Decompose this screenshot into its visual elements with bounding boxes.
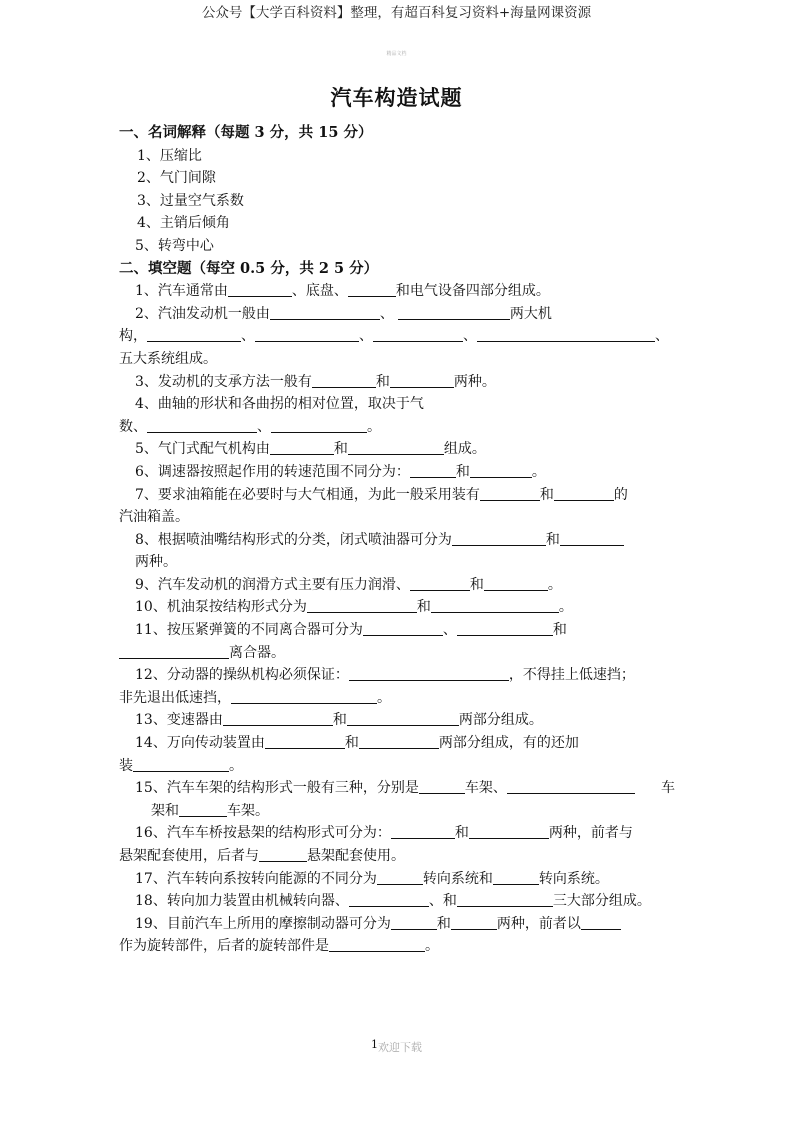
answer-blank[interactable] bbox=[349, 891, 429, 907]
answer-blank[interactable] bbox=[223, 710, 333, 726]
answer-blank[interactable] bbox=[133, 756, 229, 772]
answer-blank[interactable] bbox=[228, 281, 292, 297]
q18-text-a: 18、转向加力装置由机械转向器、 bbox=[135, 893, 349, 910]
term-item-2: 2、气门间隙 bbox=[137, 170, 216, 187]
answer-blank[interactable] bbox=[359, 733, 439, 749]
answer-blank[interactable] bbox=[480, 485, 540, 501]
q2-text-c: 两大机 bbox=[509, 305, 552, 322]
q19-text-a: 19、目前汽车上所用的摩擦制动器可分为 bbox=[135, 915, 391, 932]
q2-sep-1: 、 bbox=[241, 328, 255, 345]
page-title: 汽车构造试题 bbox=[330, 85, 463, 110]
answer-blank[interactable] bbox=[470, 462, 532, 478]
q2-text-b: 、 bbox=[379, 305, 394, 322]
answer-blank[interactable] bbox=[560, 530, 624, 546]
section-2-heading: 二、填空题（每空 0.5 分，共 2 5 分） bbox=[119, 259, 379, 277]
top-banner: 公众号【大学百科资料】整理，有超百科复习资料+海量网课资源 bbox=[201, 5, 592, 21]
section-1-heading: 一、名词解释（每题 3 分，共 15 分） bbox=[119, 124, 373, 141]
q2-sep-3: 、 bbox=[463, 328, 477, 345]
q10-text-c: 。 bbox=[558, 599, 573, 616]
answer-blank[interactable] bbox=[255, 326, 359, 342]
q16-text-b: 和 bbox=[454, 825, 469, 842]
question-6 bbox=[119, 461, 675, 484]
q15-text-d: 架和 bbox=[151, 802, 179, 819]
q12-text-d: 。 bbox=[377, 689, 391, 706]
question-2-end: 五大系统组成。 bbox=[119, 350, 217, 367]
q11-text-d: 离合器。 bbox=[229, 644, 285, 661]
q10-text-a: 10、机油泵按结构形式分为 bbox=[135, 599, 307, 616]
answer-blank[interactable] bbox=[329, 936, 425, 952]
question-2-cont bbox=[119, 325, 675, 348]
answer-blank[interactable] bbox=[270, 304, 380, 320]
q4-text-d: 。 bbox=[367, 418, 381, 435]
term-item-5: 5、转弯中心 bbox=[135, 237, 214, 254]
question-2 bbox=[119, 303, 675, 326]
q14-text-a: 14、万向传动装置由 bbox=[135, 735, 265, 752]
answer-blank[interactable] bbox=[271, 417, 367, 433]
q2-text-d: 构， bbox=[119, 328, 147, 345]
answer-blank[interactable] bbox=[410, 575, 470, 591]
answer-blank[interactable] bbox=[391, 823, 455, 839]
q16-text-c: 两种，前者与 bbox=[548, 825, 633, 842]
q4-text-c: 、 bbox=[257, 418, 271, 435]
question-8 bbox=[119, 529, 675, 552]
q17-text-c: 转向系统。 bbox=[538, 870, 609, 887]
q1-text-c: 和电气设备四部分组成。 bbox=[395, 283, 550, 300]
q8-text-a: 8、根据喷油嘴结构形式的分类，闭式喷油器可分为 bbox=[135, 531, 452, 548]
q12-text-a: 12、分动器的操纵机构必须保证： bbox=[135, 667, 349, 684]
q16-text-a: 16、汽车车桥按悬架的结构形式可分为： bbox=[135, 825, 391, 842]
answer-blank[interactable] bbox=[179, 801, 227, 817]
q6-text-b: 和 bbox=[455, 463, 470, 480]
answer-blank[interactable] bbox=[147, 326, 241, 342]
answer-blank[interactable] bbox=[363, 620, 443, 636]
q13-text-c: 两部分组成。 bbox=[458, 712, 543, 729]
question-15 bbox=[119, 777, 675, 800]
q17-text-b: 转向系统和 bbox=[422, 870, 493, 887]
answer-blank[interactable] bbox=[265, 733, 345, 749]
term-item-4: 4、主销后倾角 bbox=[137, 215, 230, 232]
answer-blank[interactable] bbox=[452, 530, 546, 546]
q5-text-a: 5、气门式配气机构由 bbox=[135, 441, 270, 458]
q3-text-b: 和 bbox=[375, 373, 390, 390]
answer-blank[interactable] bbox=[147, 417, 257, 433]
question-9 bbox=[119, 574, 675, 597]
q5-text-b: 和 bbox=[333, 441, 348, 458]
answer-blank[interactable] bbox=[270, 439, 334, 455]
q18-text-c: 三大部分组成。 bbox=[552, 893, 651, 910]
answer-blank[interactable] bbox=[119, 643, 229, 659]
question-14-cont bbox=[119, 755, 675, 778]
download-label: 欢迎下载 bbox=[378, 1041, 422, 1054]
question-5 bbox=[119, 438, 675, 461]
question-1 bbox=[119, 280, 675, 303]
q19-text-c: 两种，前者以 bbox=[496, 915, 581, 932]
answer-blank[interactable] bbox=[477, 326, 655, 342]
question-16 bbox=[119, 822, 675, 845]
q9-text-c: 。 bbox=[547, 576, 562, 593]
answer-blank[interactable] bbox=[398, 304, 510, 320]
question-4-cont bbox=[119, 416, 675, 439]
answer-blank[interactable] bbox=[493, 869, 539, 885]
answer-blank[interactable] bbox=[457, 891, 553, 907]
answer-blank[interactable] bbox=[431, 597, 559, 613]
question-13 bbox=[119, 709, 675, 732]
answer-blank[interactable] bbox=[349, 665, 509, 681]
question-15-cont bbox=[119, 800, 675, 823]
answer-blank[interactable] bbox=[581, 914, 621, 930]
q11-text-c: 和 bbox=[552, 622, 567, 639]
q16-text-d: 悬架配套使用，后者与 bbox=[119, 848, 259, 864]
answer-blank[interactable] bbox=[457, 620, 553, 636]
doc-watermark-label: 精品文档 bbox=[386, 51, 407, 57]
q7-text-b: 和 bbox=[539, 486, 554, 503]
question-19-cont bbox=[119, 935, 675, 958]
answer-blank[interactable] bbox=[390, 372, 454, 388]
q2-sep-2: 、 bbox=[359, 328, 373, 345]
q2-text-a: 2、汽油发动机一般由 bbox=[135, 305, 270, 322]
q19-text-e: 。 bbox=[425, 938, 439, 955]
exam-content bbox=[119, 122, 675, 958]
q3-text-a: 3、发动机的支承方法一般有 bbox=[135, 373, 312, 390]
q18-text-b: 、和 bbox=[428, 893, 457, 910]
q8-text-b: 和 bbox=[545, 531, 560, 548]
question-11-cont bbox=[119, 642, 675, 665]
question-10 bbox=[119, 596, 675, 619]
term-item-1: 1、压缩比 bbox=[137, 147, 202, 164]
q17-text-a: 17、汽车转向系按转向能源的不同分为 bbox=[135, 870, 377, 887]
q12-text-c: 非先退出低速挡， bbox=[119, 689, 231, 706]
q14-text-c: 两部分组成，有的还加 bbox=[438, 735, 579, 752]
question-11 bbox=[119, 619, 675, 642]
answer-blank[interactable] bbox=[469, 823, 549, 839]
question-3 bbox=[119, 371, 675, 394]
q11-text-b: 、 bbox=[442, 622, 457, 639]
q16-text-e: 悬架配套使用。 bbox=[307, 848, 405, 864]
answer-blank[interactable] bbox=[373, 326, 463, 342]
q19-text-d: 作为旋转部件，后者的旋转部件是 bbox=[119, 938, 329, 955]
q7-text-c: 的 bbox=[613, 486, 628, 503]
q11-text-a: 11、按压紧弹簧的不同离合器可分为 bbox=[135, 622, 363, 639]
q7-text-a: 7、要求油箱能在必要时与大气相通，为此一般采用装有 bbox=[135, 486, 480, 503]
q5-text-c: 组成。 bbox=[443, 441, 486, 458]
question-16-cont bbox=[119, 845, 675, 868]
q15-text-e: 车架。 bbox=[227, 802, 269, 819]
q4-text-b: 数、 bbox=[119, 418, 147, 435]
q13-text-b: 和 bbox=[332, 712, 347, 729]
answer-blank[interactable] bbox=[410, 462, 456, 478]
q6-text-a: 6、调速器按照起作用的转速范围不同分为： bbox=[135, 463, 410, 480]
question-14 bbox=[119, 732, 675, 755]
q14-text-d: 装 bbox=[119, 757, 133, 774]
answer-blank[interactable] bbox=[231, 688, 377, 704]
answer-blank[interactable] bbox=[307, 597, 417, 613]
q12-text-b: ，不得挂上低速挡； bbox=[508, 667, 635, 684]
q3-text-c: 两种。 bbox=[453, 373, 496, 390]
q2-sep-4: 、 bbox=[655, 328, 669, 345]
answer-blank[interactable] bbox=[391, 914, 437, 930]
question-7-end: 汽油箱盖。 bbox=[119, 509, 189, 526]
q9-text-a: 9、汽车发动机的润滑方式主要有压力润滑、 bbox=[135, 576, 410, 593]
term-item-3: 3、过量空气系数 bbox=[137, 192, 244, 209]
answer-blank[interactable] bbox=[259, 846, 307, 862]
answer-blank[interactable] bbox=[554, 485, 614, 501]
question-8-end: 两种。 bbox=[135, 554, 177, 571]
question-19 bbox=[119, 913, 675, 936]
answer-blank[interactable] bbox=[484, 575, 548, 591]
q14-text-e: 。 bbox=[229, 757, 243, 774]
answer-blank[interactable] bbox=[312, 372, 376, 388]
question-7 bbox=[119, 484, 675, 507]
q1-text-a: 1、汽车通常由 bbox=[135, 283, 228, 300]
q9-text-b: 和 bbox=[469, 576, 484, 593]
q15-text-a: 15、汽车车架的结构形式一般有三种，分别是 bbox=[135, 780, 419, 797]
q13-text-a: 13、变速器由 bbox=[135, 712, 223, 729]
page-number: 1 bbox=[371, 1038, 378, 1051]
question-17 bbox=[119, 868, 675, 891]
answer-blank[interactable] bbox=[348, 439, 444, 455]
q15-text-b: 车架、 bbox=[464, 780, 507, 797]
answer-blank[interactable] bbox=[451, 914, 497, 930]
question-12-cont bbox=[119, 687, 675, 710]
q10-text-b: 和 bbox=[416, 599, 431, 616]
question-18 bbox=[119, 890, 675, 913]
q1-text-b: 、底盘、 bbox=[291, 283, 348, 300]
answer-blank[interactable] bbox=[419, 778, 465, 794]
question-12 bbox=[119, 664, 675, 687]
q14-text-b: 和 bbox=[344, 735, 359, 752]
answer-blank[interactable] bbox=[377, 869, 423, 885]
answer-blank[interactable] bbox=[348, 281, 396, 297]
page-footer bbox=[0, 1038, 793, 1055]
q6-text-c: 。 bbox=[531, 463, 546, 480]
answer-blank[interactable] bbox=[507, 778, 635, 794]
q19-text-b: 和 bbox=[436, 915, 451, 932]
q15-text-c: 车 bbox=[661, 780, 675, 797]
question-4: 4、曲轴的形状和各曲拐的相对位置，取决于气 bbox=[135, 396, 424, 413]
answer-blank[interactable] bbox=[347, 710, 459, 726]
